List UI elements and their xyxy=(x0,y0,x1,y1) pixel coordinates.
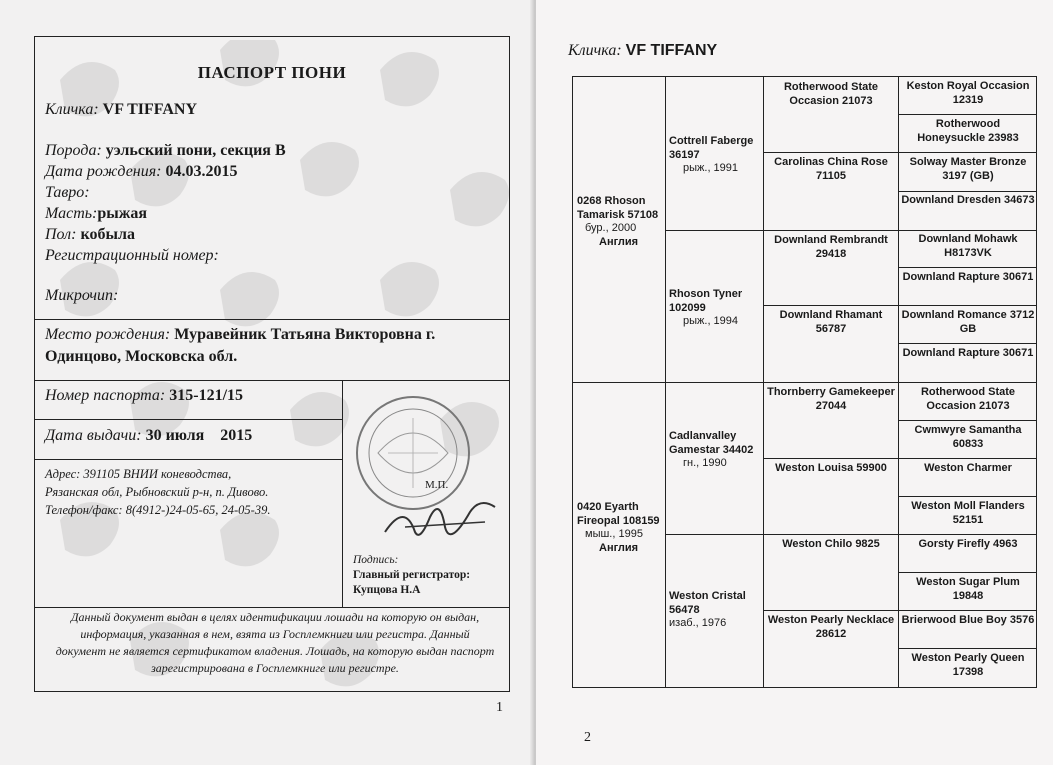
signature-name: Купцова Н.А xyxy=(353,584,421,596)
gen3-cell: Rotherwood State Occasion 21073 xyxy=(783,81,879,107)
gen4-cell: Downland Mohawk H8173VK xyxy=(918,233,1018,259)
pedigree-table xyxy=(572,76,1037,688)
signature-icon xyxy=(375,497,505,547)
gen4-cell: Weston Sugar Plum 19848 xyxy=(916,576,1020,602)
gen4-cell: Downland Rapture 30671 xyxy=(902,271,1034,283)
gen4-cell: Brierwood Blue Boy 3576 xyxy=(901,614,1035,626)
gen4-cell: Keston Royal Occasion 12319 xyxy=(906,80,1030,106)
gen4-cell: Cwmwyre Samantha 60833 xyxy=(914,424,1022,450)
signature-block xyxy=(353,553,503,598)
gen4-cell: Downland Romance 3712 GB xyxy=(901,309,1035,335)
field-issue-date: Дата выдачи: 30 июля 2015 xyxy=(45,427,253,444)
address-line: Телефон/факс: 8(4912-)24-05-65, 24-05-39. xyxy=(45,503,271,517)
pedigree-title: Кличка: VF TIFFANY xyxy=(568,42,718,59)
field-microchip: Микрочип: xyxy=(45,287,119,304)
gen4-cell: Weston Pearly Queen 17398 xyxy=(911,652,1025,678)
gen3-cell: Downland Rhamant 56787 xyxy=(779,309,883,335)
field-sex: Пол: кобыла xyxy=(45,226,135,243)
field-passport-number: Номер паспорта: 315-121/15 xyxy=(45,387,244,404)
gen3-cell: Downland Rembrandt 29418 xyxy=(774,234,888,260)
gen4-cell: Weston Charmer xyxy=(924,462,1012,474)
dam-cell: 0420 Eyarth Fireopal 108159 мыш., 1995 Англия xyxy=(577,501,660,554)
stamp-label: М.П. xyxy=(425,479,449,491)
gen3-cell: Weston Chilo 9825 xyxy=(782,538,880,550)
address-line: Адрес: 391105 ВНИИ коневодства, xyxy=(45,467,232,481)
page-title: ПАСПОРТ ПОНИ xyxy=(197,63,347,82)
field-breed: Порода: уэльский пони, секция В xyxy=(45,142,286,159)
gen4-cell: Rotherwood Honeysuckle 23983 xyxy=(917,118,1019,144)
gen2-cell: Rhoson Tyner 102099 рыж., 1994 xyxy=(669,288,743,327)
passport-frame xyxy=(34,36,510,692)
gen4-cell: Rotherwood State Occasion 21073 xyxy=(920,386,1016,412)
gen2-cell: Cottrell Faberge 36197 рыж., 1991 xyxy=(669,135,754,174)
field-color: Масть:рыжая xyxy=(45,205,148,222)
address-line: Рязанская обл, Рыбновский р-н, п. Дивово. xyxy=(45,485,269,499)
gen4-cell: Weston Moll Flanders 52151 xyxy=(911,500,1025,526)
stamp-icon xyxy=(353,393,473,513)
field-name: Кличка: VF TIFFANY xyxy=(45,101,198,118)
page-number: 2 xyxy=(584,730,591,745)
gen4-cell: Solway Master Bronze 3197 (GB) xyxy=(909,156,1027,182)
gen2-cell: Cadlanvalley Gamestar 34402 гн., 1990 xyxy=(669,430,754,469)
gen4-cell: Gorsty Firefly 4963 xyxy=(918,538,1018,550)
address-block xyxy=(45,465,340,519)
field-brand: Тавро: xyxy=(45,184,90,201)
field-birthdate: Дата рождения: 04.03.2015 xyxy=(45,163,238,180)
divider xyxy=(342,381,343,608)
gen3-cell: Carolinas China Rose 71105 xyxy=(774,156,888,182)
gen3-cell: Weston Louisa 59900 xyxy=(775,462,887,474)
signature-role: Главный регистратор: xyxy=(353,569,471,581)
divider xyxy=(35,419,342,420)
gen4-cell: Downland Rapture 30671 xyxy=(902,347,1034,359)
divider xyxy=(35,459,342,460)
gen2-cell: Weston Cristal 56478 изаб., 1976 xyxy=(669,590,746,629)
gen3-cell: Thornberry Gamekeeper 27044 xyxy=(767,386,895,412)
field-birthplace: Место рождения: Муравейник Татьяна Викторовна г. Одинцово, Московска обл. xyxy=(45,326,436,365)
signature-label: Подпись: xyxy=(353,554,399,566)
gen3-cell: Weston Pearly Necklace 28612 xyxy=(767,614,895,640)
field-reg-number: Регистрационный номер: xyxy=(45,247,219,264)
gen4-cell: Downland Dresden 34673 xyxy=(901,194,1035,206)
disclaimer-note: Данный документ выдан в целях идентификации лошади на которую он выдан, информация, указанная в нем, взята из Госплемкниги или регистра. Данный документ не является сертификатом владения. Лошадь, на которую выдан паспорт зарегистрирована в Госплемкниге или регистре. xyxy=(55,610,495,675)
sire-cell: 0268 Rhoson Tamarisk 57108 бур., 2000 Англия xyxy=(577,195,659,248)
page-number: 1 xyxy=(496,700,503,715)
